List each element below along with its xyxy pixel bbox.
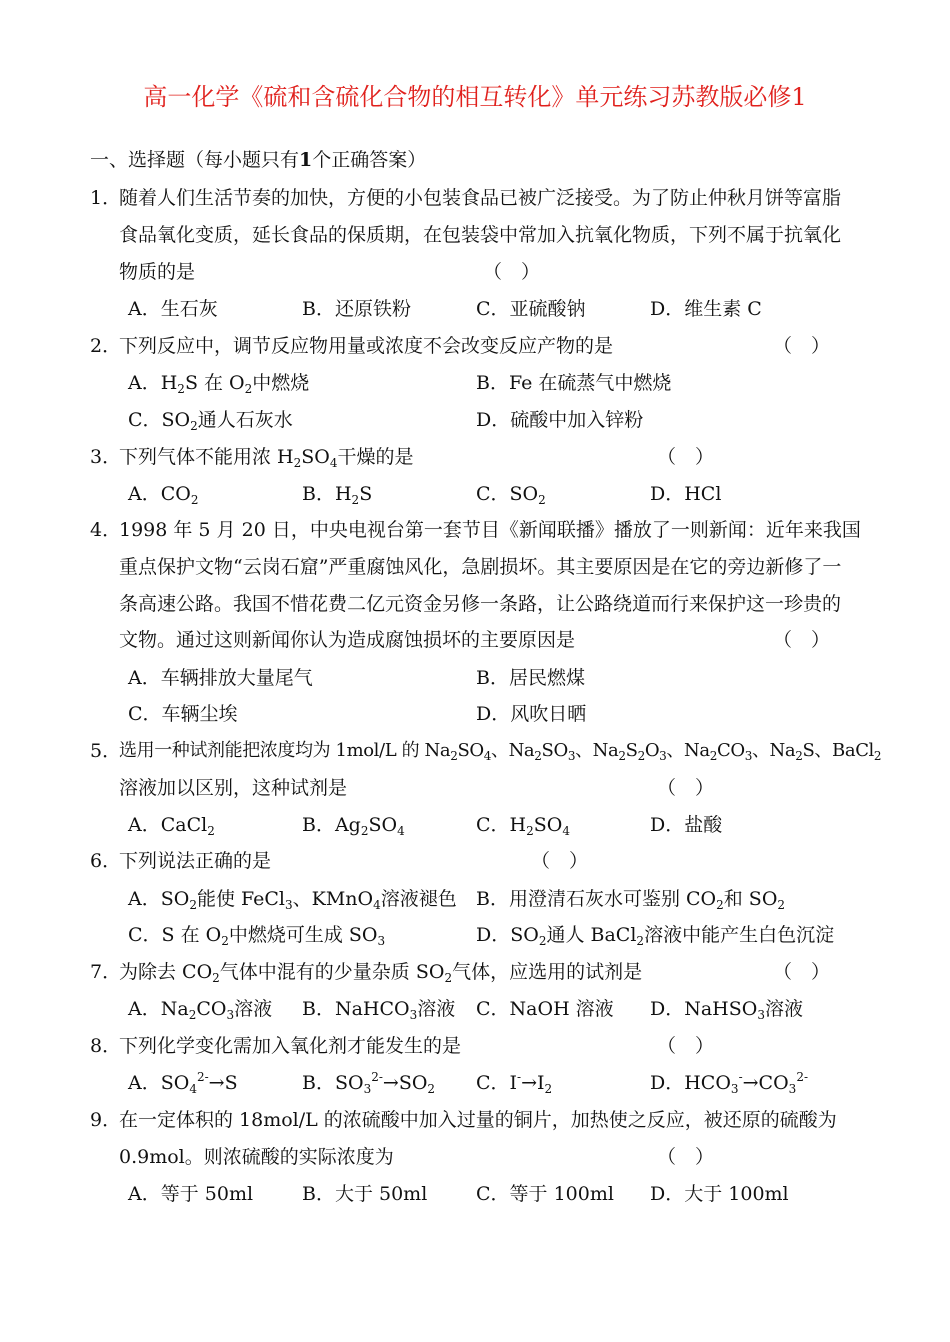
question-number: 7． bbox=[90, 961, 122, 983]
choice-c: C．S 在 $O_2$中燃烧可生成 $SO_3$ bbox=[128, 924, 386, 948]
answer-blank: （ ） bbox=[531, 850, 589, 872]
choice-a: A．$SO_4^{2-}\to S$ bbox=[128, 1070, 238, 1096]
question-stem-line: 下列化学变化需加入氧化剂才能发生的是 bbox=[119, 1035, 462, 1057]
choice-c: C．车辆尘埃 bbox=[128, 703, 238, 725]
choice-b: B．大于 50ml bbox=[302, 1183, 428, 1205]
question-number: 5． bbox=[90, 740, 122, 762]
choice-b: B．$H_2S$ bbox=[302, 483, 373, 507]
choice-b: B．$Ag_2SO_4$ bbox=[302, 814, 405, 838]
choice-d: D．大于 100ml bbox=[650, 1183, 789, 1205]
choice-c: C．$SO_2$ bbox=[476, 483, 546, 507]
choice-d: D．盐酸 bbox=[650, 814, 723, 836]
question-stem-line: 为除去 $CO_2$气体中混有的少量杂质 $SO_2$气体，应选用的试剂是 bbox=[119, 961, 643, 985]
question-number: 3． bbox=[90, 446, 122, 468]
question-number: 8． bbox=[90, 1035, 122, 1057]
section-heading: 一、选择题（每小题只有1个正确答案） bbox=[90, 149, 427, 171]
question-stem-line: 选用一种试剂能把浓度均为 1mol/L 的 $Na_2SO_4$、$Na_2SO_3$、$Na_2S_2O_3$、$Na_2CO_3$、$Na_2S$、BaCl$_2$ bbox=[119, 740, 882, 763]
answer-blank: （ ） bbox=[657, 1146, 715, 1168]
question-number: 1． bbox=[90, 187, 122, 209]
answer-blank: （ ） bbox=[657, 777, 715, 799]
choice-b: B．Fe 在硫蒸气中燃烧 bbox=[476, 372, 672, 394]
question-number: 2． bbox=[90, 335, 122, 357]
choice-d: D．NaHSO$_3$溶液 bbox=[650, 998, 804, 1022]
answer-blank: （ ） bbox=[483, 261, 541, 283]
question-stem-line: 在一定体积的 18mol/L 的浓硫酸中加入过量的铜片，加热使之反应，被还原的硫酸为 bbox=[119, 1109, 837, 1131]
question-stem-line: 物质的是 bbox=[119, 261, 196, 283]
choice-d: D．$SO_2$通人 BaCl$_2$溶液中能产生白色沉淀 bbox=[476, 924, 835, 948]
choice-d: D．风吹日晒 bbox=[476, 703, 587, 725]
choice-b: B．$SO_3^{2-}\to SO_2$ bbox=[302, 1070, 436, 1096]
choice-c: C．$H_2SO_4$ bbox=[476, 814, 570, 838]
question-stem-line: 条高速公路。我国不惜花费二亿元资金另修一条路，让公路绕道而行来保护这一珍贵的 bbox=[119, 593, 842, 615]
choice-b: B．居民燃煤 bbox=[476, 667, 585, 689]
choice-b: B．还原铁粉 bbox=[302, 298, 411, 320]
choice-a: A．$CO_2$ bbox=[128, 483, 199, 507]
choice-b: B．NaHCO$_3$溶液 bbox=[302, 998, 456, 1022]
choice-c: C．$I^-\to I_2$ bbox=[476, 1070, 553, 1096]
answer-blank: （ ） bbox=[657, 446, 715, 468]
question-stem-line: 食品氧化变质，延长食品的保质期，在包装袋中常加入抗氧化物质，下列不属于抗氧化 bbox=[119, 224, 842, 246]
choice-d: D．硫酸中加入锌粉 bbox=[476, 409, 644, 431]
choice-c: C．亚硫酸钠 bbox=[476, 298, 586, 320]
question-stem-line: 1998 年 5 月 20 日，中央电视台第一套节目《新闻联播》播放了一则新闻：近年来我国 bbox=[119, 519, 861, 541]
choice-a: A．$H_2S$ 在 $O_2$中燃烧 bbox=[128, 372, 310, 396]
choice-c: C．等于 100ml bbox=[476, 1183, 614, 1205]
answer-blank: （ ） bbox=[773, 961, 831, 983]
question-stem-line: 随着人们生活节奏的加快，方便的小包装食品已被广泛接受。为了防止仲秋月饼等富脂 bbox=[119, 187, 842, 209]
question-number: 9． bbox=[90, 1109, 122, 1131]
question-number: 4． bbox=[90, 519, 122, 541]
choice-a: A．生石灰 bbox=[128, 298, 218, 320]
question-stem-line: 文物。通过这则新闻你认为造成腐蚀损坏的主要原因是 bbox=[119, 629, 576, 651]
choice-d: D．$HCO_3^-\to CO_3^{2-}$ bbox=[650, 1070, 809, 1096]
choice-c: C．NaOH 溶液 bbox=[476, 998, 614, 1020]
choice-a: A．$Na_2CO_3$溶液 bbox=[128, 998, 273, 1022]
choice-d: D．HCl bbox=[650, 483, 722, 505]
choice-d: D．维生素 C bbox=[650, 298, 762, 320]
choice-b: B．用澄清石灰水可鉴别 $CO_2$和 $SO_2$ bbox=[476, 888, 786, 912]
question-stem-line: 0.9mol。则浓硫酸的实际浓度为 bbox=[119, 1146, 394, 1168]
question-number: 6． bbox=[90, 850, 122, 872]
question-stem-line: 下列反应中，调节反应物用量或浓度不会改变反应产物的是 bbox=[119, 335, 614, 357]
choice-a: A．车辆排放大量尾气 bbox=[128, 667, 313, 689]
answer-blank: （ ） bbox=[657, 1035, 715, 1057]
choice-a: A．等于 50ml bbox=[128, 1183, 254, 1205]
question-stem-line: 溶液加以区别，这种试剂是 bbox=[119, 777, 348, 799]
question-stem-line: 下列气体不能用浓 $H_2SO_4$干燥的是 bbox=[119, 446, 414, 470]
page-title: 高一化学《硫和含硫化合物的相互转化》单元练习苏教版必修1 bbox=[143, 83, 807, 111]
question-stem-line: 重点保护文物“云岗石窟”严重腐蚀风化，急剧损坏。其主要原因是在它的旁边新修了一 bbox=[119, 556, 842, 578]
choice-a: A．$SO_2$能使 FeCl$_3$、KMnO$_4$溶液褪色 bbox=[128, 888, 457, 912]
choice-a: A．CaCl$_2$ bbox=[128, 814, 215, 838]
answer-blank: （ ） bbox=[773, 335, 831, 357]
choice-c: C．$SO_2$通人石灰水 bbox=[128, 409, 293, 433]
question-stem-line: 下列说法正确的是 bbox=[119, 850, 272, 872]
answer-blank: （ ） bbox=[773, 629, 831, 651]
